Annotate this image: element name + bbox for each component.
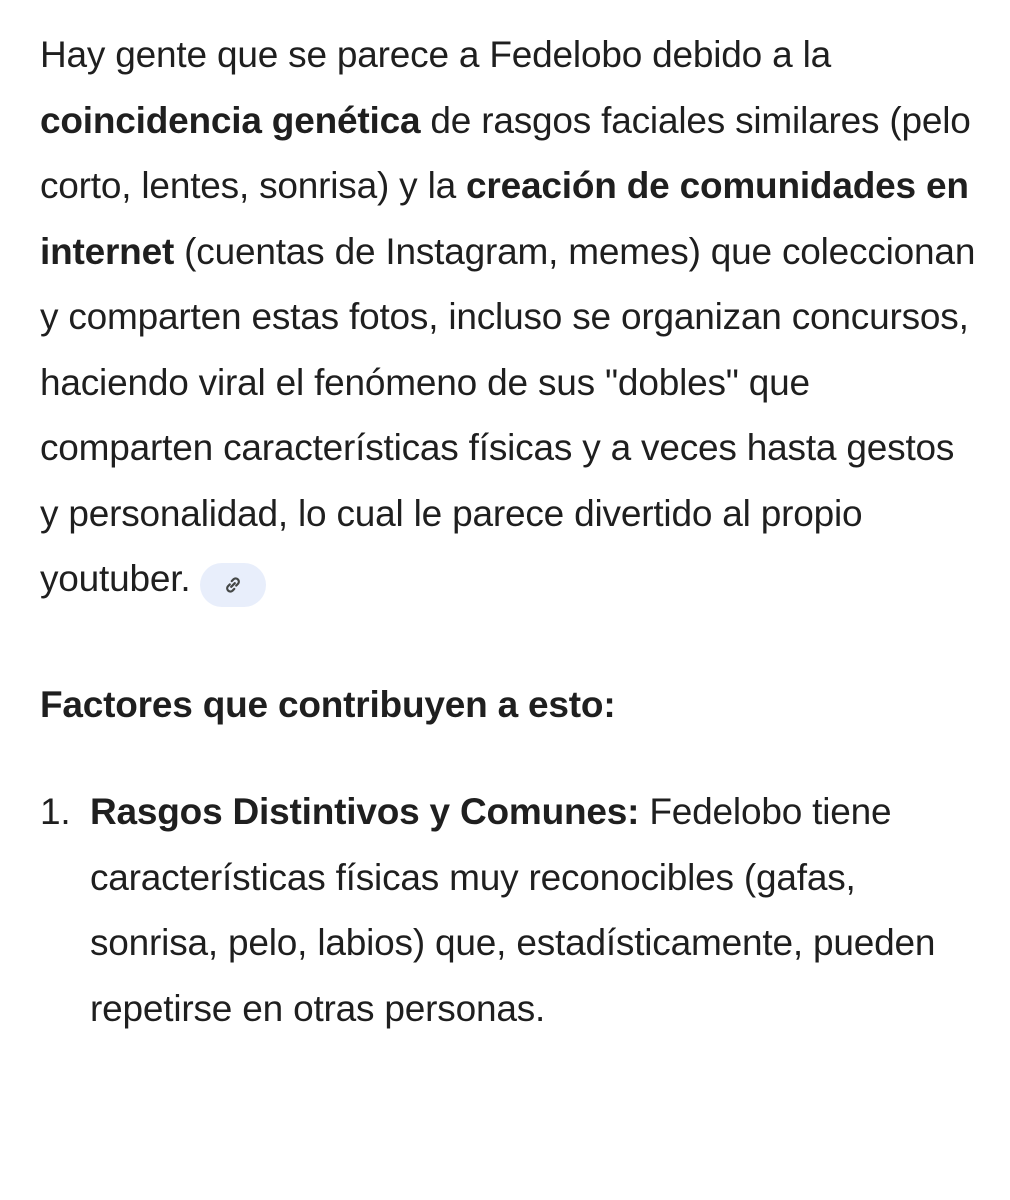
answer-text-middle: de rasgos faciales similares (pelo corto, lentes, sonrisa) y la (40, 99, 971, 206)
source-link-chip[interactable] (200, 563, 266, 607)
list-item-title: Rasgos Distintivos y Comunes: (90, 791, 640, 832)
answer-text-end: (cuentas de Instagram, memes) que coleccionan y comparten estas fotos, incluso se organizan concursos, haciendo viral el fenómeno de sus "dobles" que comparten características físicas y a veces hasta gestos y personalidad, lo cual le parece divertido al propio youtuber. (40, 230, 976, 599)
answer-paragraph (40, 22, 980, 612)
list-item-body (90, 779, 980, 1041)
link-icon (221, 573, 245, 597)
factors-heading: Factores que contribuyen a esto: (40, 683, 616, 725)
answer-bold-genetic-match: coincidencia genética (40, 99, 421, 141)
answer-bold-internet-communities: creación de comunidades en internet (40, 165, 969, 272)
list-item (40, 779, 980, 1041)
factors-list (40, 779, 980, 1041)
list-item-number: 1. (40, 791, 71, 832)
answer-text-intro: Hay gente que se parece a Fedelobo debido a la (40, 34, 831, 75)
list-item-text: Fedelobo tiene características físicas muy reconocibles (gafas, sonrisa, pelo, labios) que, estadísticamente, pueden repetirse en otras personas. (90, 791, 936, 1029)
